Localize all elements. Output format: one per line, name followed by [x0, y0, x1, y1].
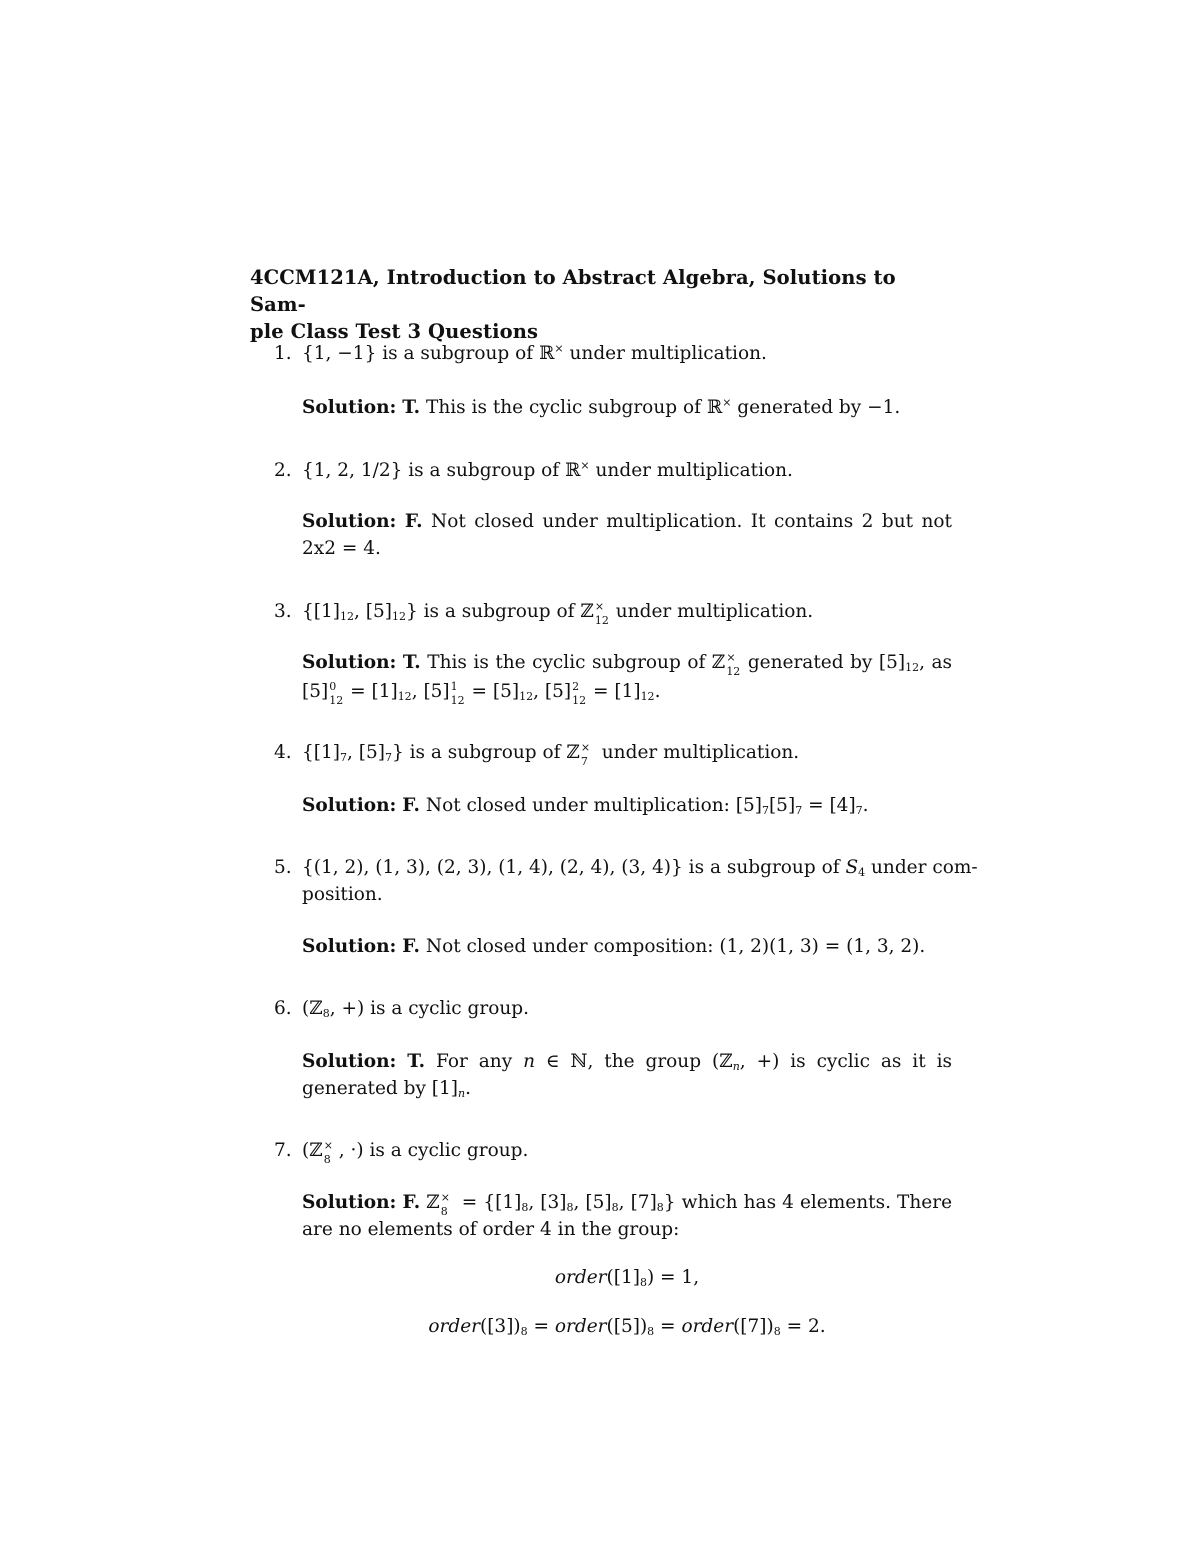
question-1-statement: {1, −1} is a subgroup of ℝ× under multiplication. — [302, 342, 767, 364]
document-title — [250, 264, 952, 345]
question-5-statement: {(1, 2), (1, 3), (2, 3), (1, 4), (2, 4), (3, 4)} is a subgroup of $S_4$ under com- — [302, 857, 978, 879]
title-line-2: ple Class Test 3 Questions — [250, 320, 539, 343]
question-6-statement: (ℤ$_8$, +) is a cyclic group. — [302, 998, 530, 1020]
question-7-number: 7. — [274, 1140, 292, 1161]
question-6-solution-cont: generated by $[1]_n$. — [302, 1078, 471, 1100]
question-1-number: 1. — [274, 343, 292, 364]
question-4-number: 4. — [274, 742, 292, 763]
question-7-statement: (ℤ × 8 , ·) is a cyclic group. — [302, 1139, 529, 1166]
question-2-solution: Solution: F. Not closed under multiplication. It contains 2 but not — [302, 511, 952, 532]
question-3-number: 3. — [274, 601, 292, 622]
question-4-solution: Solution: F. Not closed under multiplication: $[5]_7[5]_7 = [4]_7$. — [302, 795, 869, 817]
title-line-1: 4CCM121A, Introduction to Abstract Algebra, Solutions to Sam- — [250, 266, 896, 316]
question-2-solution-cont: 2x2 = 4. — [302, 538, 381, 559]
question-5-statement-cont: position. — [302, 884, 383, 905]
question-2-statement: {1, 2, 1/2} is a subgroup of ℝ× under multiplication. — [302, 459, 793, 481]
equation-order-1: $order([1]_8) = 1$, — [554, 1267, 700, 1289]
question-3-solution-cont: [5] 0 12 = $[1]_{12}$, [5] 1 12 = $[5]_{12}$, [5] 2 12 = $[1]_{12}$. — [302, 680, 661, 707]
question-7-solution-cont: are no elements of order 4 in the group: — [302, 1219, 680, 1240]
question-1-solution: Solution: T. This is the cyclic subgroup of ℝ× generated by −1. — [302, 396, 901, 418]
question-6-number: 6. — [274, 998, 292, 1019]
equation-order-2: $order([3])_8$ = $order([5])_8$ = $order([7])_8 = 2$. — [428, 1316, 826, 1338]
question-2-number: 2. — [274, 460, 292, 481]
question-5-number: 5. — [274, 857, 292, 878]
question-6-solution: Solution: T. For any n ∈ ℕ, the group (ℤ$_n$, +) is cyclic as it is — [302, 1051, 952, 1073]
question-3-statement: {$[1]_{12}$, $[5]_{12}$} is a subgroup of ℤ × 12 under multiplication. — [302, 600, 814, 627]
question-4-statement: {$[1]_7$, $[5]_7$} is a subgroup of ℤ × 7 under multiplication. — [302, 741, 800, 768]
question-7-solution: Solution: F. ℤ × 8 = {$[1]_8$, $[3]_8$, $[5]_8$, $[7]_8$} which has 4 elements. There — [302, 1191, 953, 1218]
question-3-solution: Solution: T. This is the cyclic subgroup of ℤ × 12 generated by $[5]_{12}$, as — [302, 651, 952, 678]
question-5-solution: Solution: F. Not closed under composition: (1, 2)(1, 3) = (1, 3, 2). — [302, 936, 926, 957]
